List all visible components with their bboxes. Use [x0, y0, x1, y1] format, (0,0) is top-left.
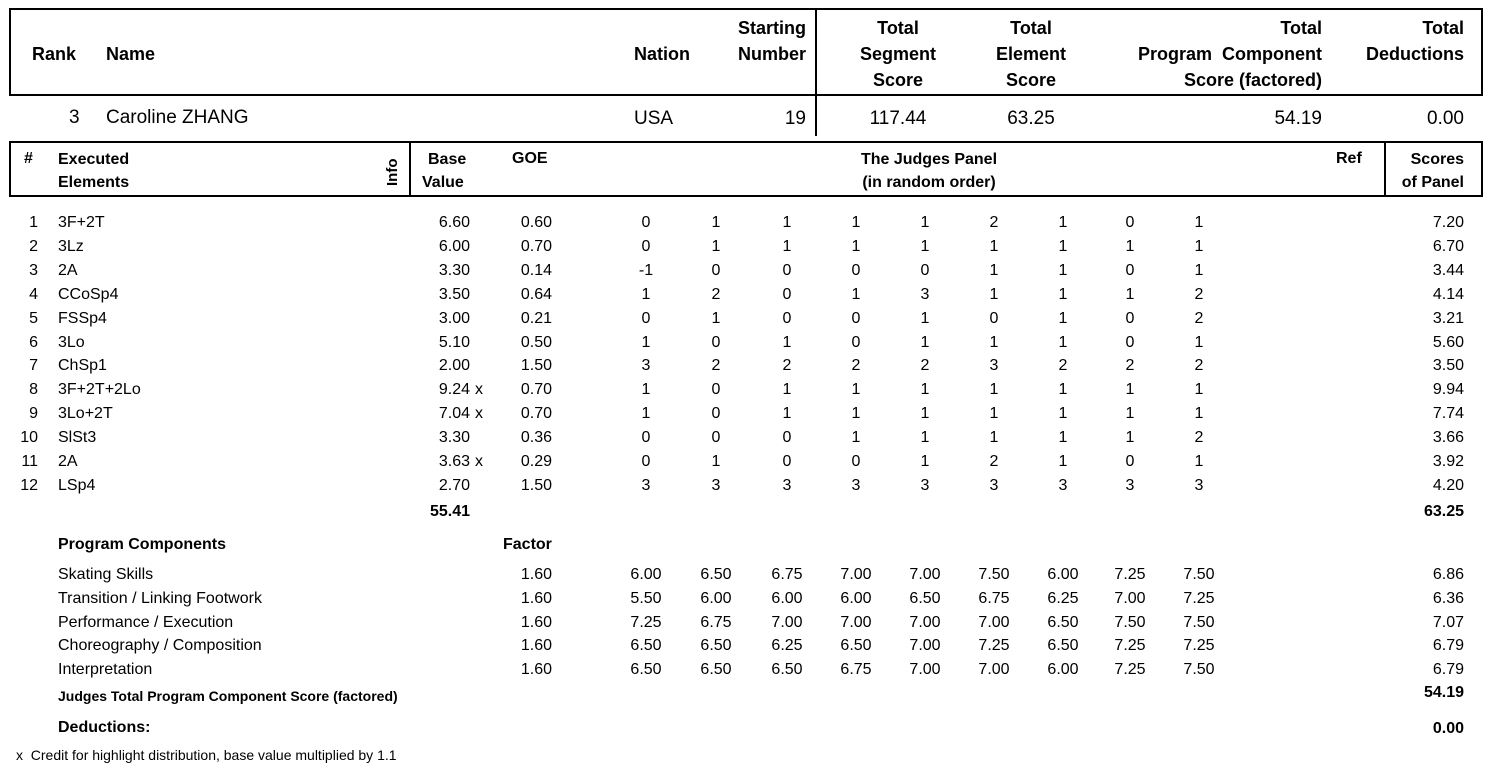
component-judge-score: 7.00 — [909, 661, 941, 679]
element-base-value: 3.30 — [438, 261, 470, 279]
component-judge-score: 6.50 — [630, 637, 662, 655]
element-number: 11 — [21, 453, 38, 470]
judge-score: 0 — [782, 261, 792, 279]
judge-score: 1 — [711, 237, 721, 255]
element-name: CCoSp4 — [58, 285, 119, 303]
component-name: Skating Skills — [58, 566, 154, 583]
component-judge-score: 6.00 — [771, 589, 803, 607]
component-judge-score: 6.00 — [1047, 566, 1079, 583]
judge-score: 0 — [1125, 333, 1135, 351]
component-judge-score: 6.75 — [700, 613, 732, 631]
component-name: Transition / Linking Footwork — [58, 589, 262, 607]
judge-score: 1 — [1058, 309, 1068, 327]
element-number: 1 — [29, 214, 38, 231]
component-judge-score: 7.00 — [840, 613, 872, 631]
element-base-value: 6.00 — [438, 237, 470, 255]
element-base-value: 2.70 — [438, 476, 470, 494]
component-factor: 1.60 — [520, 661, 552, 679]
element-goe: 1.50 — [520, 476, 552, 494]
judge-score: 1 — [989, 405, 999, 423]
pcs-total: 54.19 — [1423, 684, 1464, 701]
judge-score: 1 — [920, 453, 930, 470]
judge-score: 3 — [1058, 476, 1068, 494]
element-number: 6 — [29, 333, 38, 351]
judge-score: 1 — [851, 405, 861, 423]
judge-score: 1 — [711, 309, 721, 327]
judge-score: 2 — [851, 357, 861, 375]
judge-score: 1 — [1058, 429, 1068, 447]
skater-tss: 117.44 — [869, 108, 927, 129]
component-judge-score: 6.75 — [840, 661, 872, 679]
element-panel-score: 7.20 — [1432, 214, 1464, 231]
skater-nation: USA — [634, 108, 674, 129]
judge-score: 2 — [1194, 357, 1204, 375]
judge-score: 0 — [851, 333, 861, 351]
header-right-border — [1481, 8, 1483, 96]
component-judge-score: 7.00 — [909, 566, 941, 583]
judge-score: 3 — [1125, 476, 1135, 494]
element-goe: 0.70 — [520, 381, 552, 399]
element-panel-score: 3.21 — [1432, 309, 1464, 327]
judge-score: 1 — [1125, 237, 1135, 255]
judge-score: 2 — [1125, 357, 1135, 375]
skater-starting-number: 19 — [784, 108, 806, 129]
judge-score: 3 — [641, 357, 651, 375]
judge-score: 1 — [1058, 261, 1068, 279]
component-name: Choreography / Composition — [58, 637, 262, 655]
component-judge-score: 5.50 — [630, 589, 662, 607]
judge-score: 3 — [989, 357, 999, 375]
component-judge-score: 6.75 — [978, 589, 1010, 607]
elements-header-top-border — [9, 141, 1483, 143]
judge-score: 0 — [851, 261, 861, 279]
element-goe: 0.29 — [520, 453, 552, 470]
deductions-label: Deductions: — [58, 719, 151, 736]
judge-score: 1 — [1194, 453, 1204, 470]
judge-score: 1 — [920, 333, 930, 351]
skater-rank: 3 — [69, 107, 80, 128]
judge-score: 2 — [711, 357, 721, 375]
judge-score: 2 — [711, 285, 721, 303]
skater-tes: 63.25 — [1007, 108, 1055, 129]
starting-number-header: Starting Number — [737, 18, 806, 64]
element-goe: 0.50 — [520, 333, 552, 351]
judge-score: 1 — [641, 405, 651, 423]
component-factor: 1.60 — [520, 566, 552, 583]
component-judge-score: 7.50 — [1183, 613, 1215, 631]
judge-score: 1 — [1194, 261, 1204, 279]
component-judge-score: 7.25 — [1114, 566, 1146, 583]
judge-score: 1 — [641, 333, 651, 351]
judge-score: 1 — [851, 214, 861, 231]
judge-score: 1 — [989, 381, 999, 399]
skater-name: Caroline ZHANG — [106, 107, 249, 128]
judge-score: 1 — [1194, 214, 1204, 231]
element-number: 12 — [20, 476, 38, 494]
judge-score: 0 — [641, 453, 651, 470]
element-number: 8 — [29, 381, 38, 399]
judge-score: 0 — [711, 405, 721, 423]
element-goe: 1.50 — [520, 357, 552, 375]
element-base-value: 9.24 — [438, 381, 470, 399]
judge-score: 2 — [1194, 285, 1204, 303]
judge-score: 1 — [782, 333, 792, 351]
component-judge-score: 7.25 — [1114, 637, 1146, 655]
judge-score: 0 — [782, 453, 792, 470]
judge-score: 1 — [920, 381, 930, 399]
element-base-value: 5.10 — [438, 333, 470, 351]
component-panel-score: 6.79 — [1432, 637, 1464, 655]
judge-score: 3 — [1194, 476, 1204, 494]
name-header: Name — [106, 44, 156, 64]
component-name: Interpretation — [58, 661, 153, 679]
component-panel-score: 6.86 — [1432, 566, 1464, 583]
num-header: # — [24, 150, 33, 167]
component-judge-score: 7.00 — [978, 613, 1010, 631]
element-number: 4 — [29, 285, 38, 303]
element-panel-score: 4.20 — [1432, 476, 1464, 494]
judge-score: 0 — [989, 309, 999, 327]
header-divider — [815, 8, 817, 136]
judge-score: 2 — [782, 357, 792, 375]
element-base-value: 3.30 — [438, 429, 470, 447]
element-panel-score: 3.44 — [1432, 261, 1464, 279]
judge-score: 3 — [920, 285, 930, 303]
judge-score: 0 — [711, 381, 721, 399]
element-name: 3Lz — [58, 237, 84, 255]
footnote-text: Credit for highlight distribution, base value multiplied by 1.1 — [30, 747, 397, 763]
judge-score: 0 — [1125, 453, 1135, 470]
judge-score: 0 — [851, 453, 861, 470]
element-number: 7 — [29, 357, 38, 375]
judge-score: 2 — [1058, 357, 1068, 375]
judge-score: 1 — [1125, 429, 1135, 447]
element-base-value: 3.50 — [438, 285, 470, 303]
component-factor: 1.60 — [520, 589, 552, 607]
component-judge-score: 7.00 — [771, 613, 803, 631]
judge-score: 1 — [1194, 405, 1204, 423]
element-panel-score: 3.66 — [1432, 429, 1464, 447]
judge-score: 0 — [1125, 214, 1135, 231]
component-judge-score: 6.00 — [630, 566, 662, 583]
component-judge-score: 7.25 — [1114, 661, 1146, 679]
nation-header: Nation — [634, 44, 690, 64]
footnote — [16, 747, 397, 763]
component-judge-score: 7.00 — [1114, 589, 1146, 607]
pcs-total-label: Judges Total Program Component Score (factored) — [58, 688, 398, 704]
judge-score: 1 — [1058, 381, 1068, 399]
element-name: 3F+2T+2Lo — [58, 381, 141, 399]
elements-header-right-border — [1481, 141, 1483, 197]
element-base-value: 7.04 — [438, 405, 470, 423]
judge-score: 0 — [711, 261, 721, 279]
component-judge-score: 7.50 — [1183, 661, 1215, 679]
deductions-total: 0.00 — [1432, 720, 1464, 737]
element-goe: 0.70 — [520, 405, 552, 423]
element-base-value: 2.00 — [438, 357, 470, 375]
judge-score: 1 — [1058, 405, 1068, 423]
judge-score: 1 — [1125, 405, 1135, 423]
component-judge-score: 6.00 — [840, 589, 872, 607]
deductions-header: Total Deductions — [1365, 18, 1464, 64]
judge-score: 3 — [711, 476, 721, 494]
element-name: 3Lo — [58, 333, 85, 351]
judge-score: 1 — [782, 214, 792, 231]
judge-score: 2 — [1194, 309, 1204, 327]
judge-score: 1 — [782, 237, 792, 255]
element-name: SlSt3 — [58, 429, 97, 447]
element-goe: 0.60 — [520, 214, 552, 231]
judge-score: 1 — [851, 237, 861, 255]
element-goe: 0.21 — [520, 309, 552, 327]
element-number: 5 — [29, 309, 38, 327]
element-panel-score: 3.50 — [1432, 357, 1464, 375]
judge-score: 0 — [782, 309, 792, 327]
judge-score: 2 — [989, 453, 999, 470]
component-judge-score: 6.00 — [1047, 661, 1079, 679]
elements-header-divider-left — [409, 141, 411, 197]
judge-score: 0 — [641, 214, 651, 231]
component-judge-score: 7.00 — [840, 566, 872, 583]
element-panel-score: 7.74 — [1432, 405, 1464, 423]
judge-score: 1 — [989, 285, 999, 303]
component-judge-score: 7.25 — [630, 613, 662, 631]
component-judge-score: 6.50 — [840, 637, 872, 655]
judge-score: 1 — [851, 285, 861, 303]
skater-deductions: 0.00 — [1427, 108, 1464, 129]
factor-header: Factor — [503, 536, 552, 553]
element-goe: 0.14 — [520, 261, 552, 279]
judge-score: 0 — [641, 429, 651, 447]
element-bonus-mark: x — [475, 381, 483, 399]
judge-score: 1 — [1125, 381, 1135, 399]
judge-score: 1 — [641, 285, 651, 303]
judge-score: 0 — [851, 309, 861, 327]
component-judge-score: 6.50 — [1047, 613, 1079, 631]
judge-score: 1 — [711, 453, 721, 470]
judge-score: 1 — [782, 381, 792, 399]
base-value-header: Base Value — [422, 151, 467, 191]
judge-score: 1 — [989, 261, 999, 279]
component-judge-score: 6.50 — [630, 661, 662, 679]
element-name: 3Lo+2T — [58, 405, 113, 423]
judge-score: 2 — [1194, 429, 1204, 447]
component-factor: 1.60 — [520, 637, 552, 655]
judge-score: 0 — [1125, 261, 1135, 279]
judge-score: 1 — [920, 309, 930, 327]
element-name: 2A — [58, 453, 78, 470]
judge-score: 1 — [920, 405, 930, 423]
elements-score-total: 63.25 — [1423, 503, 1464, 520]
judges-panel-header: The Judges Panel (in random order) — [860, 151, 998, 191]
judge-score: 3 — [641, 476, 651, 494]
base-value-total: 55.41 — [429, 503, 470, 520]
component-judge-score: 7.25 — [1183, 637, 1215, 655]
element-name: FSSp4 — [58, 309, 107, 327]
elements-header-bottom-border — [9, 195, 1483, 197]
element-goe: 0.36 — [520, 429, 552, 447]
judge-score: 1 — [782, 405, 792, 423]
ref-header: Ref — [1336, 150, 1362, 167]
element-number: 3 — [29, 261, 38, 279]
element-goe: 0.64 — [520, 285, 552, 303]
element-number: 10 — [20, 429, 38, 447]
judge-score: 1 — [1058, 214, 1068, 231]
component-judge-score: 7.50 — [1183, 566, 1215, 583]
rank-header: Rank — [32, 44, 77, 64]
judge-score: 1 — [989, 237, 999, 255]
element-panel-score: 9.94 — [1432, 381, 1464, 399]
element-name: LSp4 — [58, 476, 96, 494]
judge-score: 1 — [851, 429, 861, 447]
judge-score: 1 — [920, 429, 930, 447]
element-name: 3F+2T — [58, 214, 105, 231]
element-base-value: 3.00 — [438, 309, 470, 327]
judge-score: 0 — [711, 429, 721, 447]
judge-score: 1 — [1125, 285, 1135, 303]
judge-score: 2 — [920, 357, 930, 375]
component-judge-score: 6.50 — [1047, 637, 1079, 655]
judge-score: 1 — [1194, 333, 1204, 351]
component-judge-score: 7.00 — [909, 613, 941, 631]
skater-pcs: 54.19 — [1274, 108, 1322, 129]
component-judge-score: 7.50 — [978, 566, 1010, 583]
judge-score: 0 — [782, 285, 792, 303]
judge-score: 0 — [1125, 309, 1135, 327]
judge-score: 0 — [641, 237, 651, 255]
judge-score: 3 — [989, 476, 999, 494]
header-top-border — [9, 8, 1483, 10]
component-judge-score: 7.25 — [1183, 589, 1215, 607]
judge-score: 1 — [1058, 333, 1068, 351]
judge-score: 0 — [711, 333, 721, 351]
element-number: 9 — [29, 405, 38, 423]
component-judge-score: 7.50 — [1114, 613, 1146, 631]
elements-header-left-border — [9, 141, 11, 197]
info-header: Info — [384, 158, 401, 186]
component-judge-score: 6.25 — [1047, 589, 1079, 607]
judge-score: 1 — [920, 214, 930, 231]
judge-score: 1 — [989, 333, 999, 351]
component-judge-score: 6.50 — [700, 661, 732, 679]
element-number: 2 — [29, 237, 38, 255]
judge-score: 1 — [641, 381, 651, 399]
component-judge-score: 7.00 — [978, 661, 1010, 679]
header-left-border — [9, 8, 11, 96]
element-panel-score: 6.70 — [1432, 237, 1464, 255]
component-judge-score: 6.75 — [771, 566, 803, 583]
component-judge-score: 6.50 — [771, 661, 803, 679]
judge-score: 0 — [782, 429, 792, 447]
component-judge-score: 6.50 — [700, 637, 732, 655]
component-panel-score: 6.36 — [1432, 589, 1464, 607]
judge-score: 1 — [989, 429, 999, 447]
judge-score: 1 — [1194, 237, 1204, 255]
judge-score: 1 — [711, 214, 721, 231]
component-judge-score: 6.50 — [909, 589, 941, 607]
component-judge-score: 7.25 — [978, 637, 1010, 655]
component-panel-score: 6.79 — [1432, 661, 1464, 679]
element-base-value: 6.60 — [438, 214, 470, 231]
tss-header: Total Segment Score — [859, 18, 937, 90]
goe-header: GOE — [512, 150, 548, 167]
component-judge-score: 6.25 — [771, 637, 803, 655]
element-bonus-mark: x — [475, 405, 483, 423]
element-goe: 0.70 — [520, 237, 552, 255]
component-factor: 1.60 — [520, 613, 552, 631]
component-panel-score: 7.07 — [1432, 613, 1464, 631]
executed-elements-header: Executed Elements — [58, 151, 130, 191]
component-judge-score: 7.00 — [909, 637, 941, 655]
scores-of-panel-header: Scores of Panel — [1401, 151, 1464, 191]
judge-score: 3 — [782, 476, 792, 494]
judge-score: -1 — [638, 261, 654, 279]
component-judge-score: 6.50 — [700, 566, 732, 583]
element-name: 2A — [58, 261, 78, 279]
judge-score: 1 — [1058, 453, 1068, 470]
tes-header: Total Element Score — [995, 18, 1067, 90]
component-judge-score: 6.00 — [700, 589, 732, 607]
element-name: ChSp1 — [58, 357, 107, 375]
element-panel-score: 5.60 — [1432, 333, 1464, 351]
element-bonus-mark: x — [475, 453, 483, 470]
footnote-mark: x — [16, 747, 23, 763]
judge-score: 1 — [1058, 285, 1068, 303]
judge-score: 1 — [851, 381, 861, 399]
header-bottom-border — [9, 94, 1483, 96]
element-panel-score: 4.14 — [1432, 285, 1464, 303]
judge-score: 1 — [1194, 381, 1204, 399]
element-base-value: 3.63 — [438, 453, 470, 470]
judge-score: 2 — [989, 214, 999, 231]
judge-score: 0 — [641, 309, 651, 327]
judge-score: 1 — [1058, 237, 1068, 255]
component-name: Performance / Execution — [58, 613, 234, 631]
element-panel-score: 3.92 — [1432, 453, 1464, 470]
judge-score: 3 — [851, 476, 861, 494]
judge-score: 0 — [920, 261, 930, 279]
judge-score: 1 — [920, 237, 930, 255]
judge-score: 3 — [920, 476, 930, 494]
pcs-header: Total Program Component Score (factored) — [1137, 18, 1322, 90]
program-components-title: Program Components — [58, 536, 227, 553]
